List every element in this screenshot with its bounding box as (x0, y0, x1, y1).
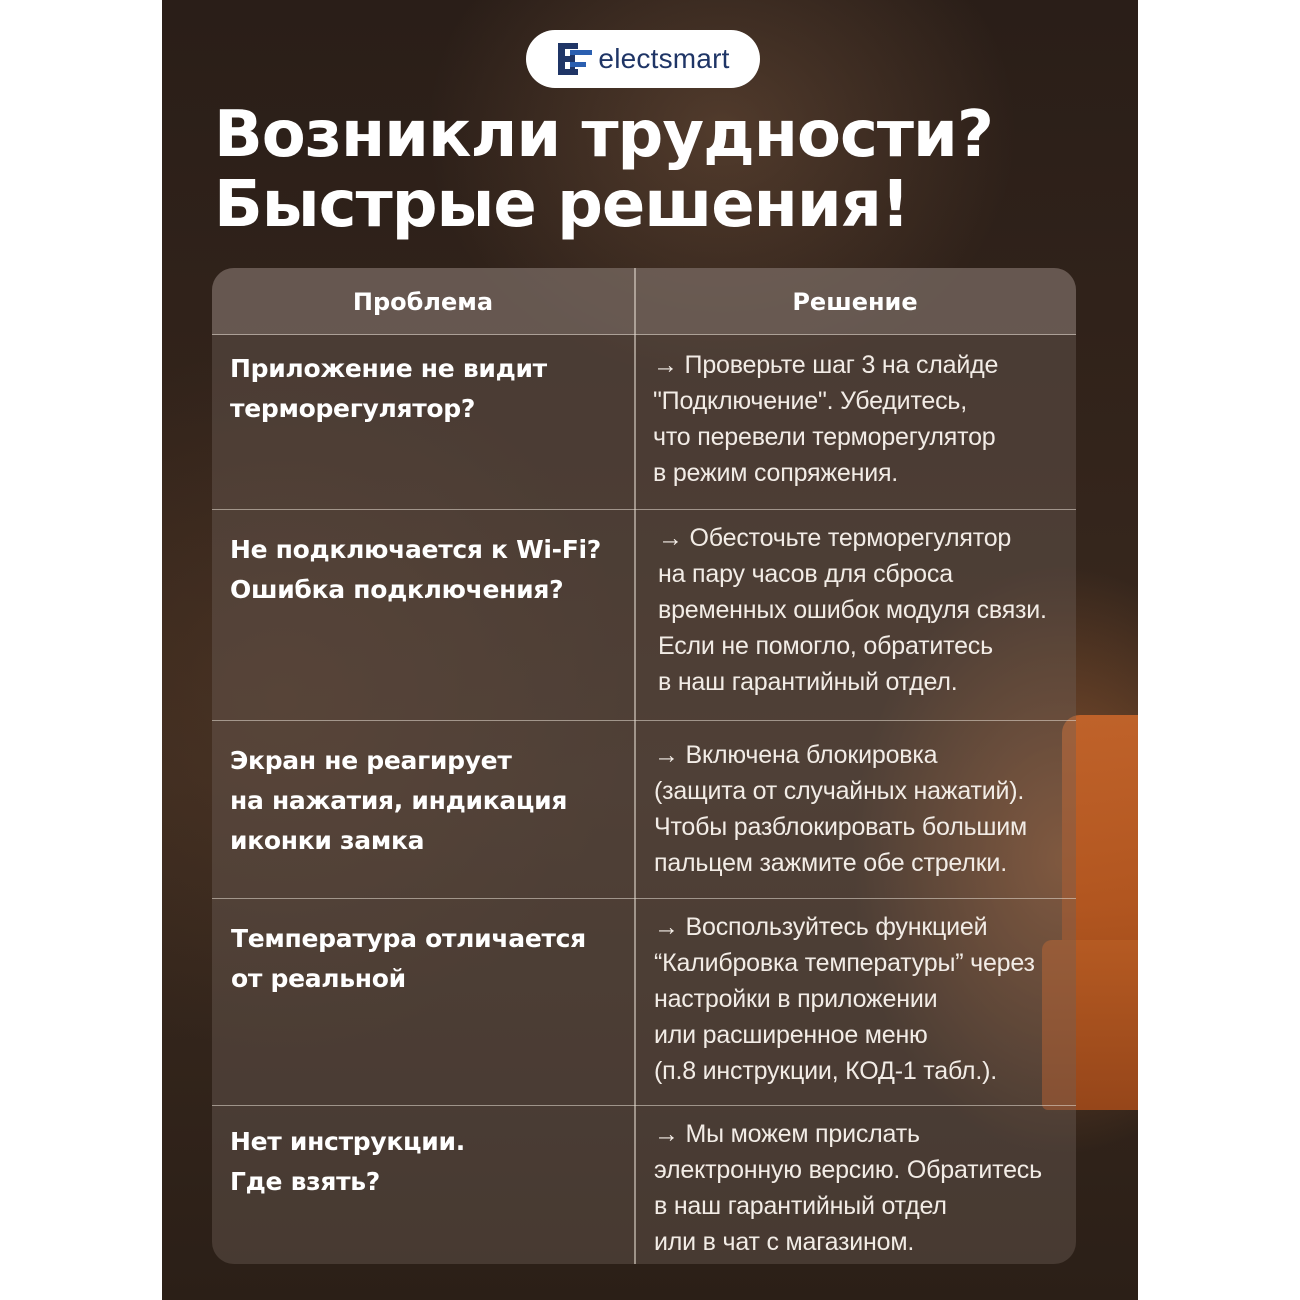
solution-line: настройки в приложении (654, 985, 938, 1013)
column-divider (634, 268, 636, 1264)
problem-line: от реальной (231, 964, 406, 993)
title-line-2: Быстрые решения! (214, 168, 909, 242)
problem-line: Не подключается к Wi-Fi? (230, 535, 601, 564)
solution-line: Если не помогло, обратитесь (658, 632, 993, 660)
problem-line: иконки замка (230, 826, 425, 855)
problem-cell (230, 530, 625, 610)
solution-line: → Мы можем прислать (654, 1120, 920, 1148)
solution-line: → Проверьте шаг 3 на слайде (653, 351, 999, 379)
solution-cell (654, 737, 1076, 881)
table-row (212, 335, 1076, 510)
solution-line: (п.8 инструкции, КОД-1 табл.). (654, 1057, 997, 1085)
brand-logo (526, 30, 760, 88)
solution-line: пальцем зажмите обе стрелки. (654, 849, 1007, 877)
title-line-1: Возникли трудности? (214, 98, 993, 172)
solution-line: или расширенное меню (654, 1021, 928, 1049)
brand-name: electsmart (598, 43, 730, 74)
solution-line: “Калибровка температуры” через (654, 949, 1035, 977)
problem-line: Нет инструкции. (230, 1127, 465, 1156)
table-row (212, 899, 1076, 1106)
table-row (212, 1106, 1076, 1264)
solution-line: в наш гарантийный отдел (654, 1192, 947, 1220)
solution-line: Чтобы разблокировать большим (654, 813, 1028, 841)
solution-line: "Подключение". Убедитесь, (653, 387, 967, 415)
problem-line: Экран не реагирует (230, 746, 512, 775)
troubleshooting-table (212, 268, 1076, 1264)
solution-line: что перевели терморегулятор (653, 423, 996, 451)
solution-cell (653, 347, 1075, 491)
problem-line: терморегулятор? (230, 394, 476, 423)
solution-line: → Включена блокировка (654, 741, 938, 769)
solution-line: электронную версию. Обратитесь (654, 1156, 1042, 1184)
problem-line: Где взять? (230, 1167, 380, 1196)
table-row (212, 510, 1076, 721)
column-header-solution: Решение (792, 287, 918, 316)
problem-cell (230, 741, 625, 861)
solution-line: в режим сопряжения. (653, 459, 899, 487)
problem-line: Приложение не видит (230, 354, 547, 383)
problem-line: на нажатия, индикация (230, 786, 568, 815)
table-header (212, 268, 1076, 335)
solution-line: → Воспользуйтесь функцией (654, 913, 988, 941)
problem-cell (230, 349, 625, 429)
solution-line: → Обесточьте терморегулятор (658, 524, 1012, 552)
solution-cell (654, 909, 1076, 1089)
solution-line: временных ошибок модуля связи. (658, 596, 1047, 624)
column-header-problem: Проблема (352, 287, 494, 316)
problem-cell (231, 919, 626, 999)
solution-line: на пару часов для сброса (658, 560, 953, 588)
table-row (212, 721, 1076, 899)
solution-cell (654, 1116, 1076, 1260)
problem-cell (230, 1122, 625, 1202)
poster (162, 0, 1138, 1300)
page-title (214, 100, 1114, 240)
problem-line: Температура отличается (231, 924, 586, 953)
solution-line: в наш гарантийный отдел. (658, 668, 958, 696)
solution-line: (защита от случайных нажатий). (654, 777, 1025, 805)
solution-line: или в чат с магазином. (654, 1228, 915, 1256)
ef-monogram-icon (556, 41, 594, 77)
solution-cell (658, 520, 1076, 700)
problem-line: Ошибка подключения? (230, 575, 564, 604)
